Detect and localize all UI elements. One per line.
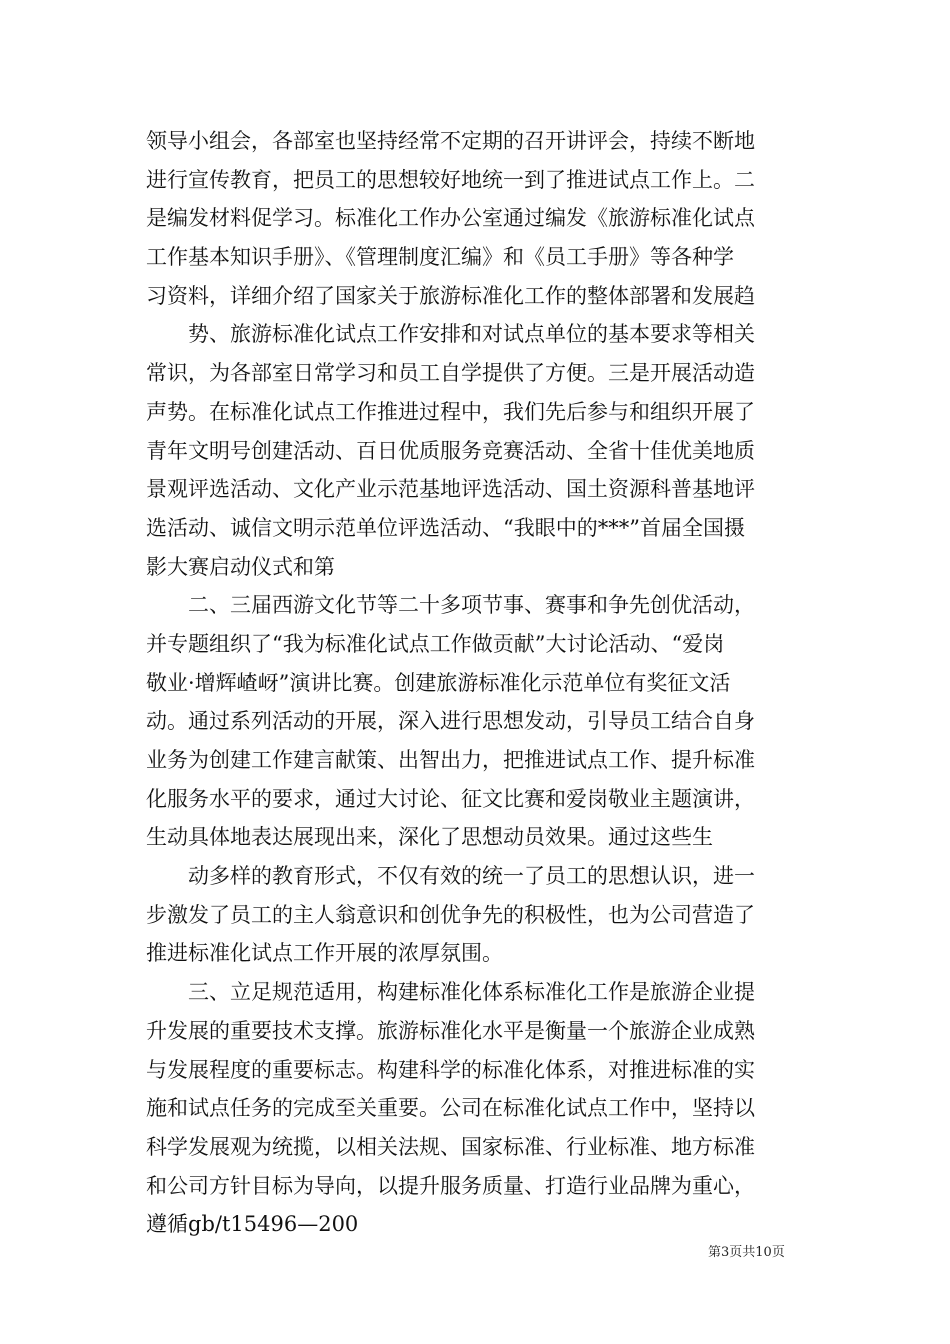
text-line: 工作基本知识手册》、《管理制度汇编》和《员工手册》等各种学 xyxy=(146,245,734,270)
text-line: 和公司方针目标为导向，以提升服务质量、打造行业品牌为重心， xyxy=(146,1173,755,1198)
text-line: 生动具体地表达展现出来，深化了思想动员效果。通过这些生 xyxy=(146,825,713,850)
text-line: 选活动、诚信文明示范单位评选活动、“我眼中的***”首届全国摄 xyxy=(146,515,745,540)
text-line: 动多样的教育形式，不仅有效的统一了员工的思想认识，进一 xyxy=(188,864,755,889)
text-line: 青年文明号创建活动、百日优质服务竞赛活动、全省十佳优美地质 xyxy=(146,438,755,463)
text-line: 是编发材料促学习。标准化工作办公室通过编发《旅游标准化试点 xyxy=(146,206,755,231)
text-line: 并专题组织了“我为标准化试点工作做贡献”大讨论活动、“爱岗 xyxy=(146,631,725,656)
text-line: 景观评选活动、文化产业示范基地评选活动、国土资源科普基地评 xyxy=(146,477,755,502)
text-line: 进行宣传教育，把员工的思想较好地统一到了推进试点工作上。二 xyxy=(146,167,755,192)
text-line: 遵循gb/t15496—200 xyxy=(146,1212,359,1237)
text-line: 业务为创建工作建言献策、出智出力，把推进试点工作、提升标准 xyxy=(146,748,755,772)
text-line: 与发展程度的重要标志。构建科学的标准化体系，对推进标准的实 xyxy=(146,1057,755,1082)
text-line: 升发展的重要技术支撑。旅游标准化水平是衡量一个旅游企业成熟 xyxy=(146,1018,755,1043)
text-line: 步激发了员工的主人翁意识和创优争先的积极性，也为公司营造了 xyxy=(146,902,755,927)
text-line: 领导小组会，各部室也坚持经常不定期的召开讲评会，持续不断地 xyxy=(146,129,755,153)
text-line: 习资料，详细介绍了国家关于旅游标准化工作的整体部署和发展趋 xyxy=(146,283,755,308)
text-line: 施和试点任务的完成至关重要。公司在标准化试点工作中，坚持以 xyxy=(146,1096,755,1121)
body-text xyxy=(146,122,818,1244)
text-line: 二、三届西游文化节等二十多项节事、赛事和争先创优活动， xyxy=(188,593,755,618)
text-line: 三、立足规范适用，构建标准化体系标准化工作是旅游企业提 xyxy=(188,980,755,1005)
text-line: 敬业·增辉嵖岈”演讲比赛。创建旅游标准化示范单位有奖征文活 xyxy=(146,670,731,695)
text-line: 常识，为各部室日常学习和员工自学提供了方便。三是开展活动造 xyxy=(146,361,755,386)
text-line: 推进标准化试点工作开展的浓厚氛围。 xyxy=(146,941,503,966)
text-line: 动。通过系列活动的开展，深入进行思想发动，引导员工结合自身 xyxy=(146,709,755,734)
page-number: 第3页共10页 xyxy=(708,1245,785,1260)
text-line: 科学发展观为统揽，以相关法规、国家标准、行业标准、地方标准 xyxy=(146,1134,755,1159)
text-line: 影大赛启动仪式和第 xyxy=(146,554,335,579)
text-line: 化服务水平的要求，通过大讨论、征文比赛和爱岗敬业主题演讲， xyxy=(146,786,755,811)
text-line: 势、旅游标准化试点工作安排和对试点单位的基本要求等相关 xyxy=(188,322,755,347)
text-line: 声势。在标准化试点工作推进过程中，我们先后参与和组织开展了 xyxy=(146,399,755,424)
